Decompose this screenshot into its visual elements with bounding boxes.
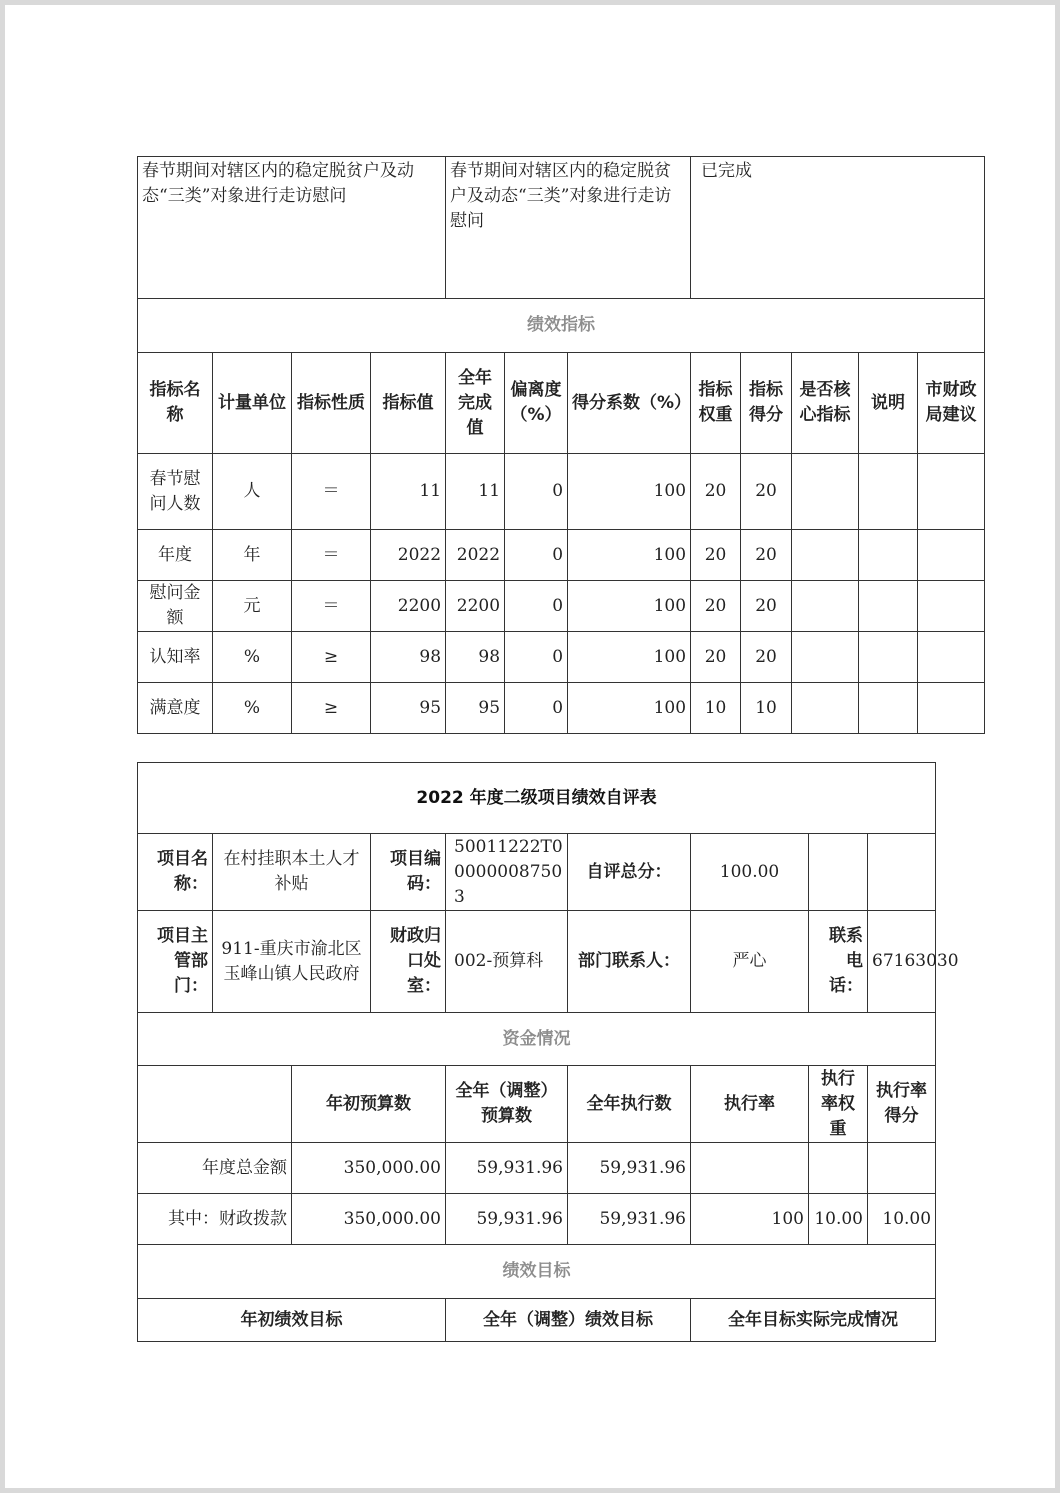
indicator-row [138, 581, 985, 632]
indicator-unit: 年 [213, 530, 292, 581]
indicator-row [138, 454, 985, 530]
indicator-note [859, 454, 918, 530]
project-name-label: 项目名称： [138, 834, 213, 911]
indicator-score: 20 [741, 632, 792, 683]
indicator-value: 98 [371, 632, 446, 683]
funds-total-adjusted: 59,931.96 [446, 1143, 568, 1194]
indicator-complete: 95 [446, 683, 505, 734]
funds-fiscal-adjusted: 59,931.96 [446, 1194, 568, 1245]
funds-total-rate-weight [809, 1143, 868, 1194]
header-value: 指标值 [371, 353, 446, 454]
indicator-value: 2022 [371, 530, 446, 581]
indicator-score: 20 [741, 454, 792, 530]
funds-total-initial: 350,000.00 [292, 1143, 446, 1194]
section-title-goals: 绩效目标 [138, 1245, 936, 1299]
initial-goal-text: 春节期间对辖区内的稳定脱贫户及动态“三类”对象进行走访慰问 [138, 157, 446, 299]
score-value: 100.00 [691, 834, 809, 911]
indicator-deviation: 0 [505, 581, 568, 632]
indicator-deviation: 0 [505, 683, 568, 734]
indicator-weight: 10 [691, 683, 741, 734]
indicator-advice [918, 581, 985, 632]
header-coef: 得分系数（%） [568, 353, 691, 454]
indicator-coef: 100 [568, 581, 691, 632]
header-execution-rate: 执行率 [691, 1066, 809, 1143]
contact-label: 部门联系人： [568, 911, 691, 1013]
indicator-weight: 20 [691, 581, 741, 632]
self-evaluation-form [137, 762, 959, 1342]
indicator-weight: 20 [691, 632, 741, 683]
funds-fiscal-label: 其中：财政拨款 [138, 1194, 292, 1245]
indicator-row [138, 683, 985, 734]
header-actual-completion: 全年目标实际完成情况 [691, 1299, 936, 1342]
project-code-label: 项目编码： [371, 834, 446, 911]
indicator-table [137, 156, 985, 734]
funds-total-rate [691, 1143, 809, 1194]
indicator-header-row [138, 353, 985, 454]
indicator-row [138, 530, 985, 581]
funds-fiscal-initial: 350,000.00 [292, 1194, 446, 1245]
indicator-note [859, 632, 918, 683]
funds-row-fiscal [138, 1194, 936, 1245]
header-nature: 指标性质 [292, 353, 371, 454]
indicator-note [859, 581, 918, 632]
indicator-coef: 100 [568, 454, 691, 530]
indicator-coef: 100 [568, 683, 691, 734]
form-title: 2022 年度二级项目绩效自评表 [138, 763, 936, 834]
funds-header-row [138, 1066, 936, 1143]
indicator-note [859, 530, 918, 581]
indicator-coef: 100 [568, 632, 691, 683]
section-title-funds: 资金情况 [138, 1013, 936, 1066]
department-label: 项目主管部门： [138, 911, 213, 1013]
header-rate-score: 执行率得分 [868, 1066, 936, 1143]
indicator-advice [918, 683, 985, 734]
indicator-core [792, 581, 859, 632]
indicator-advice [918, 530, 985, 581]
header-rate-weight: 执行率权重 [809, 1066, 868, 1143]
indicator-note [859, 683, 918, 734]
indicator-value: 11 [371, 454, 446, 530]
indicator-core [792, 454, 859, 530]
funds-fiscal-rate-score: 10.00 [868, 1194, 936, 1245]
indicator-nature: ＝ [292, 581, 371, 632]
empty-cell [809, 834, 868, 911]
indicator-coef: 100 [568, 530, 691, 581]
funds-fiscal-executed: 59,931.96 [568, 1194, 691, 1245]
contact-value: 严心 [691, 911, 809, 1013]
indicator-nature: ≥ [292, 683, 371, 734]
funds-header-empty [138, 1066, 292, 1143]
indicator-deviation: 0 [505, 632, 568, 683]
indicator-weight: 20 [691, 530, 741, 581]
indicator-unit: 元 [213, 581, 292, 632]
indicator-deviation: 0 [505, 454, 568, 530]
header-advice: 市财政局建议 [918, 353, 985, 454]
indicator-value: 95 [371, 683, 446, 734]
indicator-unit: 人 [213, 454, 292, 530]
indicator-core [792, 632, 859, 683]
score-label: 自评总分： [568, 834, 691, 911]
project-info-row [138, 834, 936, 911]
project-code-value: 50011222T000000087503 [446, 834, 568, 911]
indicator-name: 年度 [138, 530, 213, 581]
indicator-weight: 20 [691, 454, 741, 530]
indicator-score: 10 [741, 683, 792, 734]
indicator-unit: % [213, 683, 292, 734]
header-weight: 指标权重 [691, 353, 741, 454]
indicator-nature: ＝ [292, 454, 371, 530]
indicator-row [138, 632, 985, 683]
header-score: 指标得分 [741, 353, 792, 454]
goal-row [138, 157, 985, 299]
goal-status: 已完成 [691, 157, 985, 299]
funds-row-total [138, 1143, 936, 1194]
header-complete: 全年完成值 [446, 353, 505, 454]
indicator-score: 20 [741, 530, 792, 581]
funds-total-rate-score [868, 1143, 936, 1194]
finance-office-value: 002-预算科 [446, 911, 568, 1013]
header-core: 是否核心指标 [792, 353, 859, 454]
header-name: 指标名称 [138, 353, 213, 454]
funds-total-label: 年度总金额 [138, 1143, 292, 1194]
header-initial-goal: 年初绩效目标 [138, 1299, 446, 1342]
section-title-indicators: 绩效指标 [138, 299, 985, 353]
indicator-complete: 2200 [446, 581, 505, 632]
indicator-name: 慰问金额 [138, 581, 213, 632]
indicator-complete: 11 [446, 454, 505, 530]
funds-fiscal-rate-weight: 10.00 [809, 1194, 868, 1245]
indicator-core [792, 530, 859, 581]
indicator-nature: ≥ [292, 632, 371, 683]
funds-total-executed: 59,931.96 [568, 1143, 691, 1194]
header-adjusted-budget: 全年（调整）预算数 [446, 1066, 568, 1143]
indicator-deviation: 0 [505, 530, 568, 581]
indicator-score: 20 [741, 581, 792, 632]
indicator-nature: ＝ [292, 530, 371, 581]
adjusted-goal-text: 春节期间对辖区内的稳定脱贫户及动态“三类”对象进行走访慰问 [446, 157, 691, 299]
indicator-advice [918, 454, 985, 530]
empty-cell [868, 834, 936, 911]
header-note: 说明 [859, 353, 918, 454]
indicator-core [792, 683, 859, 734]
department-value: 911-重庆市渝北区玉峰山镇人民政府 [213, 911, 371, 1013]
finance-office-label: 财政归口处室： [371, 911, 446, 1013]
indicator-unit: % [213, 632, 292, 683]
department-info-row [138, 911, 936, 1013]
indicator-name: 满意度 [138, 683, 213, 734]
phone-label: 联系电话： [809, 911, 868, 1013]
header-initial-budget: 年初预算数 [292, 1066, 446, 1143]
phone-value: 67163030 [868, 911, 936, 1013]
header-adjusted-goal: 全年（调整）绩效目标 [446, 1299, 691, 1342]
indicator-advice [918, 632, 985, 683]
indicator-value: 2200 [371, 581, 446, 632]
funds-fiscal-rate: 100 [691, 1194, 809, 1245]
indicator-complete: 98 [446, 632, 505, 683]
indicator-name: 春节慰问人数 [138, 454, 213, 530]
header-deviation: 偏离度（%） [505, 353, 568, 454]
header-unit: 计量单位 [213, 353, 292, 454]
header-executed: 全年执行数 [568, 1066, 691, 1143]
indicator-name: 认知率 [138, 632, 213, 683]
project-name-value: 在村挂职本土人才补贴 [213, 834, 371, 911]
goals-header-row [138, 1299, 936, 1342]
indicator-complete: 2022 [446, 530, 505, 581]
